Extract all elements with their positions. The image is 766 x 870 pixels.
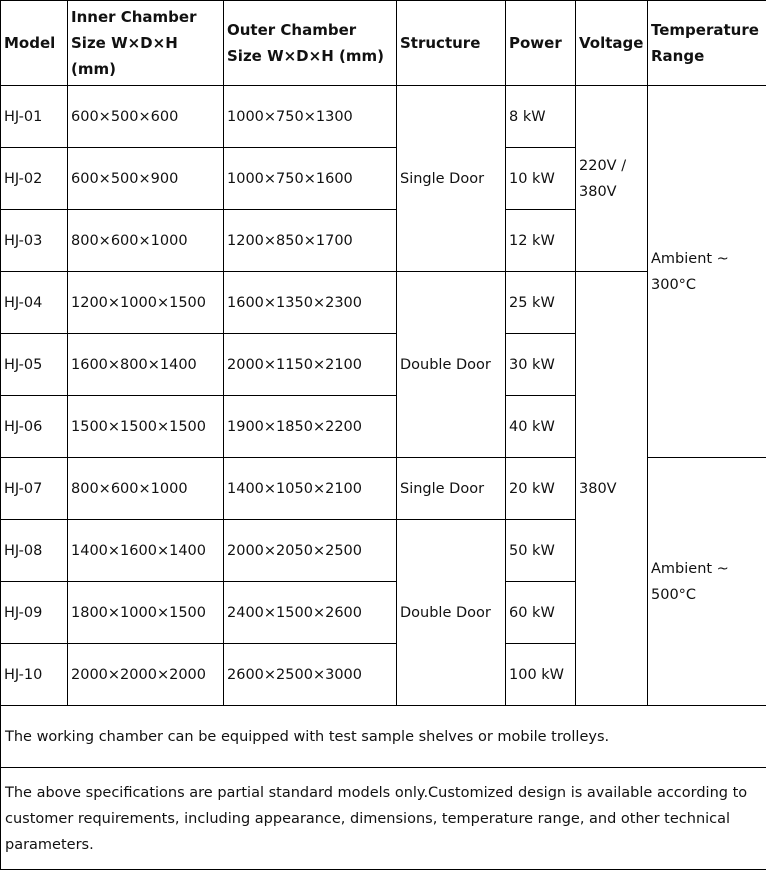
cell-inner-size: 1800×1000×1500 [68,582,224,644]
cell-temperature-range: Ambient ~ 500°C [648,458,766,706]
cell-inner-size: 1600×800×1400 [68,334,224,396]
cell-outer-size: 1400×1050×2100 [224,458,397,520]
cell-power: 40 kW [506,396,576,458]
header-model: Model [1,1,68,86]
cell-outer-size: 1000×750×1300 [224,86,397,148]
header-inner-size: Inner Chamber Size W×D×H (mm) [68,1,224,86]
cell-power: 12 kW [506,210,576,272]
cell-model: HJ-08 [1,520,68,582]
cell-outer-size: 2600×2500×3000 [224,644,397,706]
cell-outer-size: 2000×1150×2100 [224,334,397,396]
cell-voltage: 380V [576,272,648,706]
cell-model: HJ-03 [1,210,68,272]
header-voltage: Voltage [576,1,648,86]
cell-inner-size: 2000×2000×2000 [68,644,224,706]
note-row [1,706,766,768]
cell-structure: Double Door [397,272,506,458]
cell-outer-size: 1000×750×1600 [224,148,397,210]
cell-inner-size: 800×600×1000 [68,458,224,520]
cell-outer-size: 2000×2050×2500 [224,520,397,582]
cell-structure: Single Door [397,86,506,272]
cell-power: 10 kW [506,148,576,210]
header-power: Power [506,1,576,86]
header-outer-size: Outer Chamber Size W×D×H (mm) [224,1,397,86]
header-structure: Structure [397,1,506,86]
header-row [1,1,766,86]
cell-power: 25 kW [506,272,576,334]
cell-power: 50 kW [506,520,576,582]
cell-inner-size: 1200×1000×1500 [68,272,224,334]
cell-outer-size: 1200×850×1700 [224,210,397,272]
cell-voltage: 220V / 380V [576,86,648,272]
table-row [1,86,766,148]
cell-temperature-range: Ambient ~ 300°C [648,86,766,458]
note-shelves: The working chamber can be equipped with test sample shelves or mobile trolleys. [1,706,766,768]
note-customization: The above specifications are partial standard models only.Customized design is available according to customer requirements, including appearance, dimensions, temperature range, and other technical parameters. [1,768,766,870]
cell-inner-size: 600×500×600 [68,86,224,148]
cell-model: HJ-01 [1,86,68,148]
cell-power: 100 kW [506,644,576,706]
table-row [1,458,766,520]
cell-power: 60 kW [506,582,576,644]
cell-model: HJ-06 [1,396,68,458]
cell-inner-size: 600×500×900 [68,148,224,210]
header-temperature-range: Temperature Range [648,1,766,86]
cell-inner-size: 800×600×1000 [68,210,224,272]
cell-structure: Double Door [397,520,506,706]
cell-power: 30 kW [506,334,576,396]
cell-model: HJ-07 [1,458,68,520]
cell-model: HJ-09 [1,582,68,644]
cell-model: HJ-02 [1,148,68,210]
cell-model: HJ-10 [1,644,68,706]
cell-model: HJ-04 [1,272,68,334]
cell-outer-size: 1600×1350×2300 [224,272,397,334]
cell-outer-size: 1900×1850×2200 [224,396,397,458]
cell-model: HJ-05 [1,334,68,396]
cell-power: 20 kW [506,458,576,520]
cell-inner-size: 1400×1600×1400 [68,520,224,582]
cell-inner-size: 1500×1500×1500 [68,396,224,458]
cell-outer-size: 2400×1500×2600 [224,582,397,644]
cell-structure: Single Door [397,458,506,520]
note-row [1,768,766,870]
cell-power: 8 kW [506,86,576,148]
